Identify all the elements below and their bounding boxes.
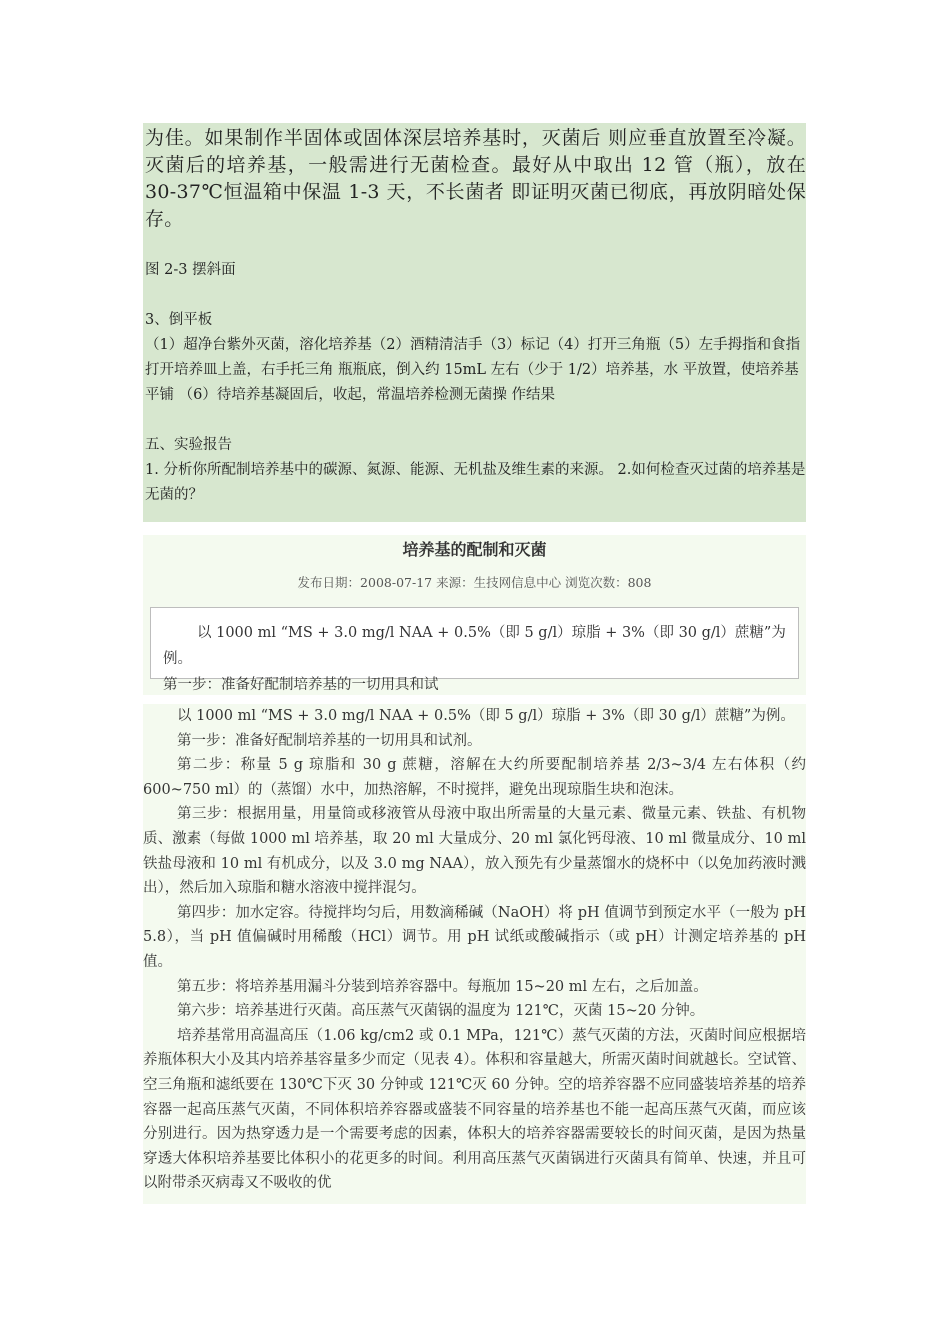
article-summary-box	[150, 607, 799, 693]
body-paragraph: 第四步：加水定容。待搅拌均匀后，用数滴稀碱（NaOH）将 pH 值调节到预定水平（一般为 pH 5.8），当 pH 值偏碱时用稀酸（HCl）调节。用 pH 试纸或酸碱指示（或 pH）计测定培养基的 pH 值。	[143, 904, 806, 970]
body-paragraph: 第六步：培养基进行灭菌。高压蒸气灭菌锅的温度为 121℃，灭菌 15~20 分钟。	[177, 1003, 705, 1020]
body-paragraph: 第一步：准备好配制培养基的一切用具和试剂。	[177, 732, 482, 749]
article-header	[143, 535, 806, 695]
body-paragraph: 以 1000 ml “MS + 3.0 mg/l NAA + 0.5%（即 5 g/l）琼脂 + 3%（即 30 g/l）蔗糖”为例。	[177, 708, 795, 724]
report-questions: 1. 分析你所配制培养基中的碳源、氮源、能源、无机盐及维生素的来源。 2.如何检查灭过菌的培养基是无菌的？	[145, 462, 806, 503]
body-paragraph: 第三步：根据用量，用量筒或移液管从母液中取出所需量的大量元素、微量元素、铁盐、有机物质、激素（每做 1000 ml 培养基，取 20 ml 大量成分、20 ml 氯化钙母液、10 ml 微量成分、10 ml 铁盐母液和 10 ml 有机成分，以及 3.0 mg NAA），放入预先有少量蒸馏水的烧杯中（以免加药液时溅出），然后加入琼脂和糖水溶液中搅拌混匀。	[143, 806, 806, 897]
section-heading-report: 五、实验报告	[145, 437, 232, 453]
summary-line: 以 1000 ml “MS + 3.0 mg/l NAA + 0.5%（即 5 g/l）琼脂 + 3%（即 30 g/l）蔗糖”为例。	[163, 625, 786, 667]
sterilization-paragraph: 为佳。如果制作半固体或固体深层培养基时，灭菌后 则应垂直放置至冷凝。灭菌后的培养基，一般需进行无菌检查。最好从中取出 12 管（瓶），放在 30-37℃恒温箱中保温 1-3 天，不长菌者 即证明灭菌已彻底，再放阴暗处保存。	[145, 127, 806, 230]
pour-plate-steps: （1）超净台紫外灭菌，溶化培养基（2）酒精清洁手（3）标记（4）打开三角瓶（5）左手拇指和食指打开培养皿上盖，右手托三角 瓶瓶底，倒入约 15mL 左右（少于 1/2）培养基，水 平放置，使培养基平铺 （6）待培养基凝固后，收起，常温培养检测无菌操 作结果	[145, 337, 801, 403]
article-title: 培养基的配制和灭菌	[402, 540, 547, 559]
body-paragraph: 第二步：称量 5 g 琼脂和 30 g 蔗糖，溶解在大约所要配制培养基 2/3~3/4 左右体积（约 600~750 ml）的（蒸馏）水中，加热溶解，不时搅拌，避免出现琼脂生块和泡沫。	[143, 757, 806, 798]
article-body	[143, 704, 806, 1204]
article-meta: 发布日期：2008-07-17 来源：生技网信息中心 浏览次数：808	[297, 575, 652, 590]
section-heading-pour-plate: 3、倒平板	[145, 312, 213, 328]
body-paragraph: 第五步：将培养基用漏斗分装到培养容器中。每瓶加 15~20 ml 左右，之后加盖。	[177, 978, 708, 995]
highlighted-section	[143, 123, 806, 522]
body-paragraph: 培养基常用高温高压（1.06 kg/cm2 或 0.1 MPa，121℃）蒸气灭菌的方法，灭菌时间应根据培养瓶体积大小及其内培养基容量多少而定（见表 4）。体积和容量越大，所需灭菌时间就越长。空试管、空三角瓶和滤纸要在 130℃下灭 30 分钟或 121℃灭 60 分钟。空的培养容器不应同盛装培养基的培养容器一起高压蒸气灭菌，不同体积培养容器或盛装不同容量的培养基也不能一起高压蒸气灭菌，而应该分别进行。因为热穿透力是一个需要考虑的因素，体积大的培养容器需要较长的时间灭菌，是因为热量穿透大体积培养基要比体积小的花更多的时间。利用高压蒸气灭菌锅进行灭菌具有简单、快速，并且可以附带杀灭病毒又不吸收的优	[143, 1027, 806, 1192]
summary-line: 第一步：准备好配制培养基的一切用具和试	[163, 677, 439, 693]
figure-caption: 图 2-3 摆斜面	[145, 262, 236, 278]
